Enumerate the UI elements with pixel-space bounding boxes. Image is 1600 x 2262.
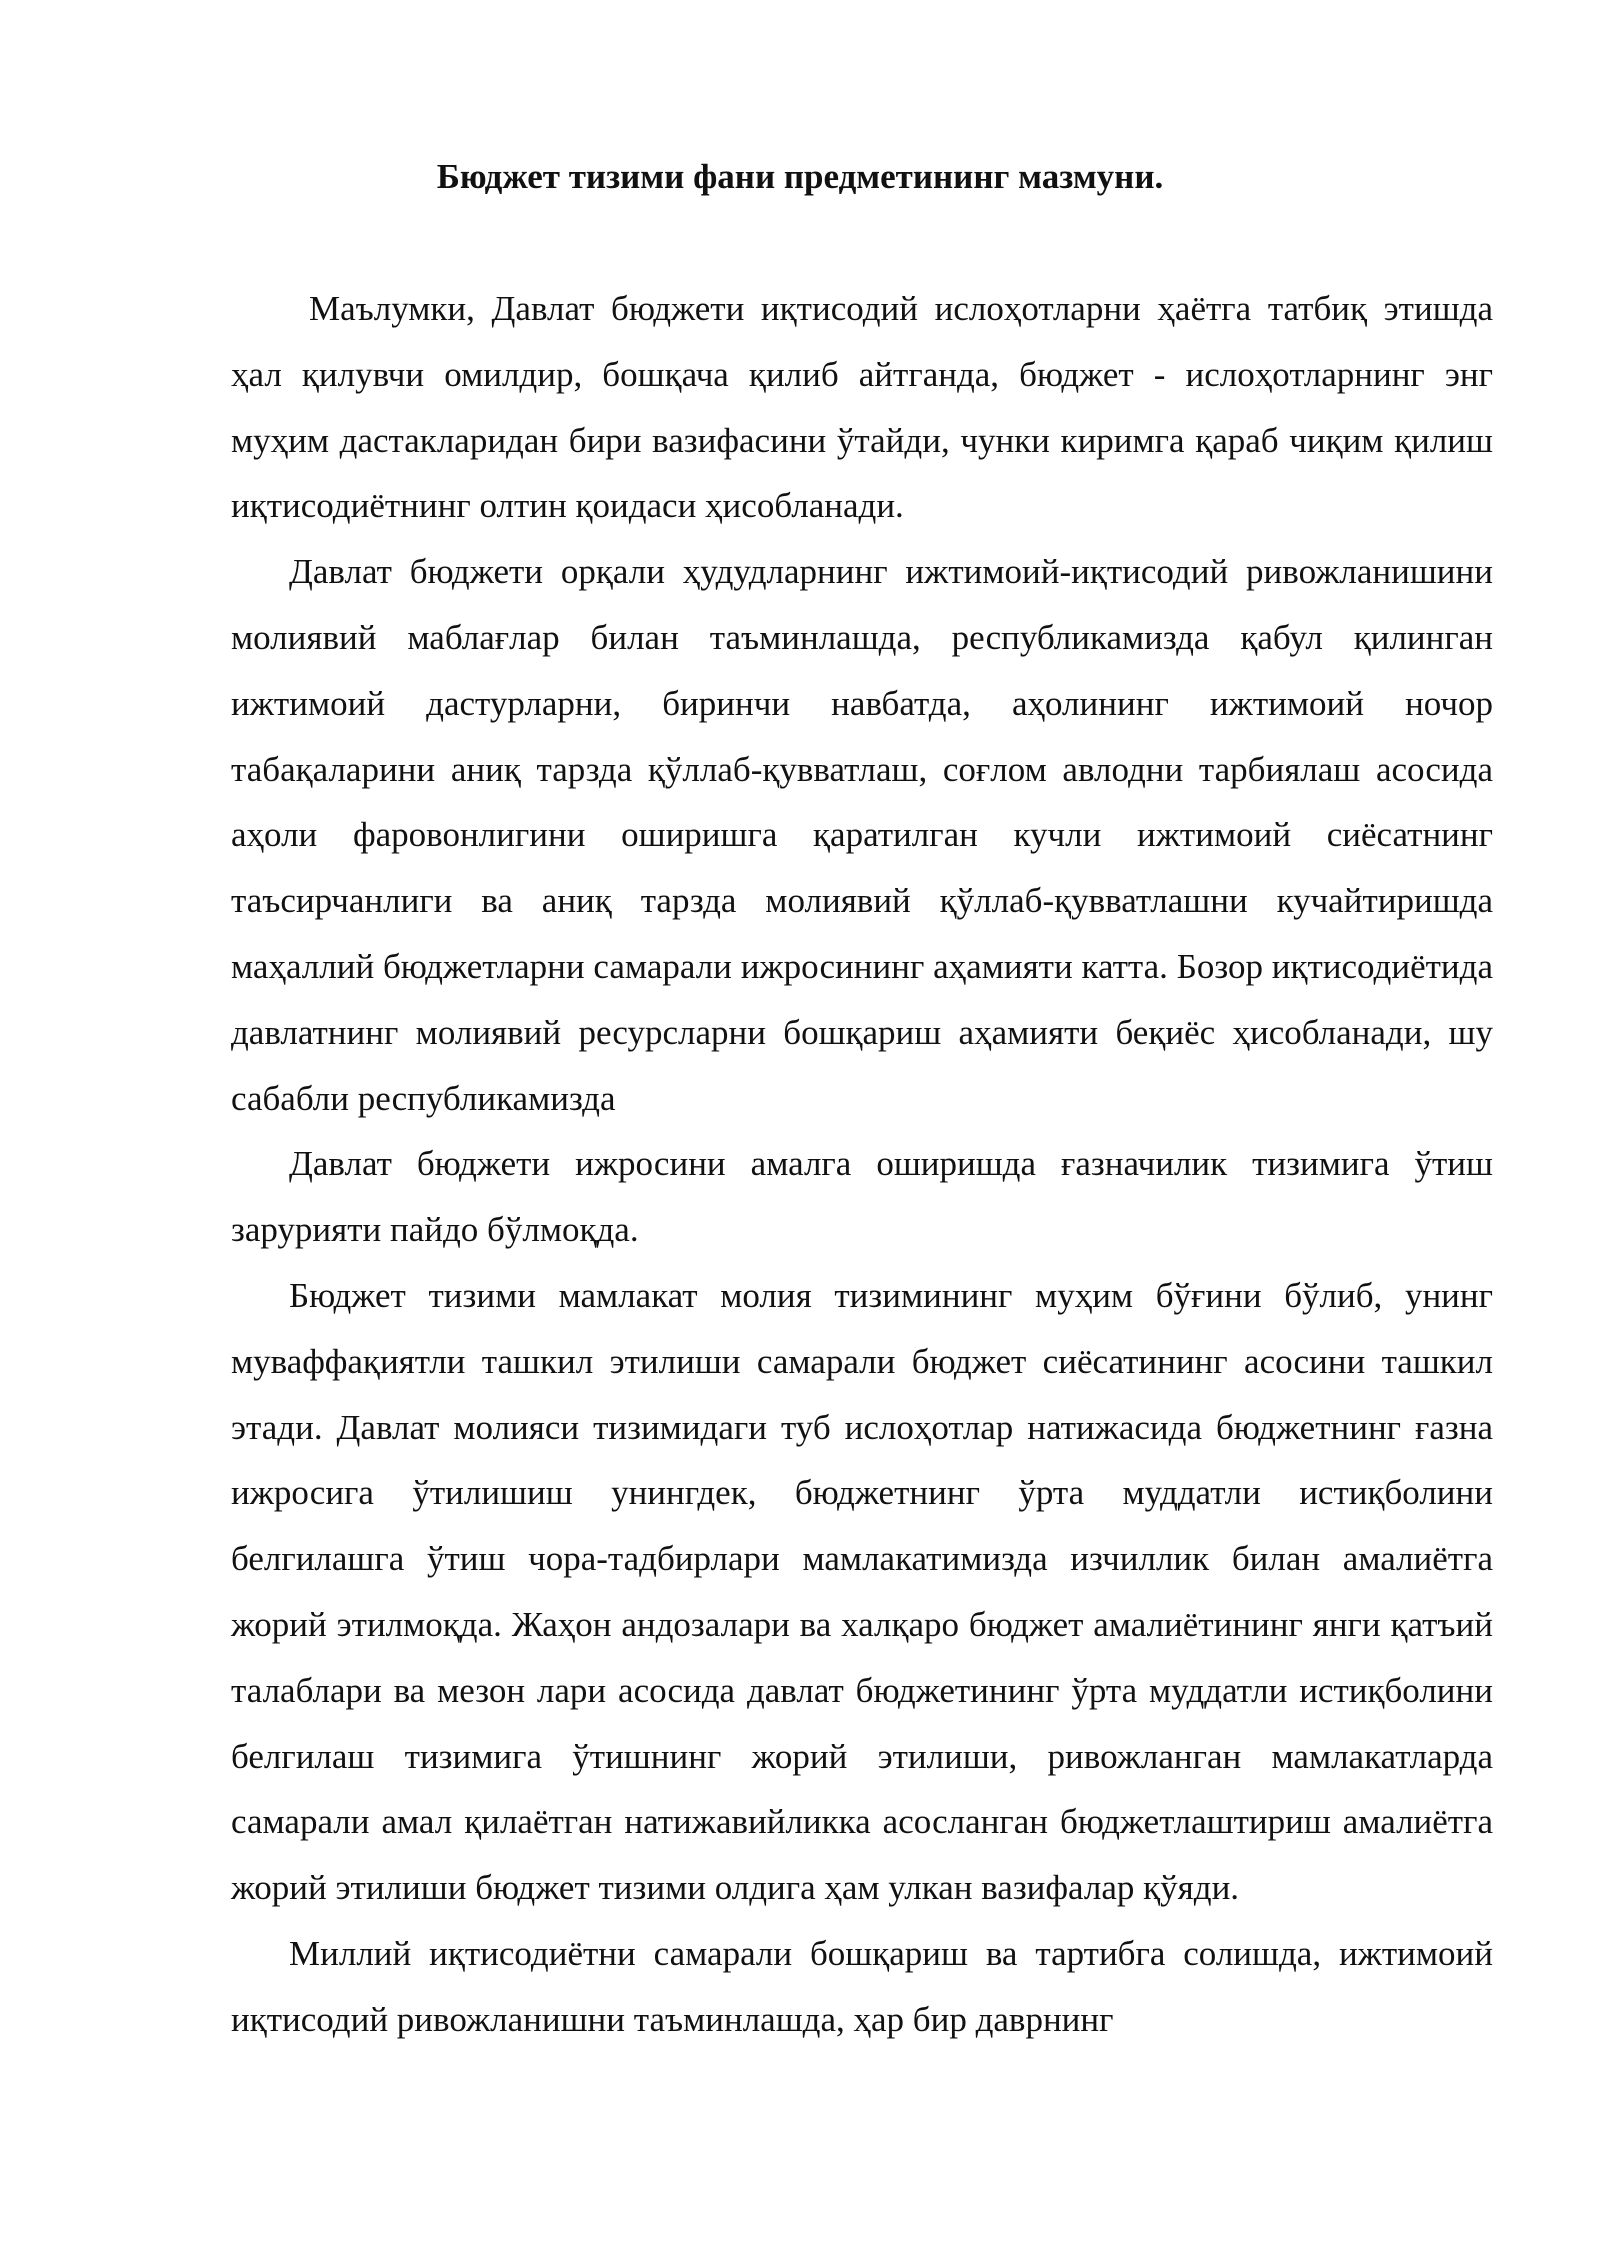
paragraph: Давлат бюджети орқали ҳудудларнинг ижтимоий-иқтисодий ривожланишини молиявий маблағлар билан таъминлашда, республикамизда қабул қилинган ижтимоий дастурларни, биринчи навбатда, аҳолининг ижтимоий ночор табақаларини аниқ тарзда қўллаб-қувватлаш, соғлом авлодни тарбиялаш асосида аҳоли фаровонлигини оширишга қаратилган кучли ижтимоий сиёсатнинг таъсирчанлиги ва аниқ тарзда молиявий қўллаб-қувватлашни кучайтиришда маҳаллий бюджетларни самарали ижросининг аҳамияти катта. Бозор иқтисодиётида давлатнинг молиявий ресурсларни бошқариш аҳамияти беқиёс ҳисобланади, шу сабабли республикамизда <box>231 552 1493 1118</box>
paragraph: Миллий иқтисодиётни самарали бошқариш ва тартибга солишда, ижтимоий иқтисодий ривожланишни таъминлашда, ҳар бир даврнинг <box>231 1933 1493 2039</box>
paragraph: Давлат бюджети ижросини амалга оширишда ғазначилик тизимига ўтиш зарурияти пайдо бўлмоқда. <box>231 1144 1493 1250</box>
document-title: Бюджет тизими фани предметининг мазмуни. <box>436 157 1164 196</box>
paragraph: Бюджет тизими мамлакат молия тизимининг муҳим бўғини бўлиб, унинг муваффақиятли ташкил этилиши самарали бюджет сиёсатининг асосини ташкил этади. Давлат молияси тизимидаги туб ислоҳотлар натижасида бюджетнинг ғазна ижросига ўтилишиш унингдек, бюджетнинг ўрта муддатли истиқболини белгилашга ўтиш чора-тадбирлари мамлакатимизда изчиллик билан амалиётга жорий этилмоқда. Жаҳон андозалари ва халқаро бюджет амалиётининг янги қатъий талаблари ва мезон лари асосида давлат бюджетининг ўрта муддатли истиқболини белгилаш тизимига ўтишнинг жорий этилиши, ривожланган мамлакатларда самарали амал қилаётган натижавийликка асосланган бюджетлаштириш амалиётга жорий этилиши бюджет тизими олдига ҳам улкан вазифалар қўяди. <box>231 1275 1493 1908</box>
paragraph: Маълумки, Давлат бюджети иқтисодий ислоҳотларни ҳаётга татбиқ этишда ҳал қилувчи омилдир, бошқача қилиб айтганда, бюджет - ислоҳотларнинг энг муҳим дастакларидан бири вазифасини ўтайди, чунки киримга қараб чиқим қилиш иқтисодиётнинг олтин қоидаси ҳисобланади. <box>231 289 1493 526</box>
document-body <box>231 276 1493 2053</box>
